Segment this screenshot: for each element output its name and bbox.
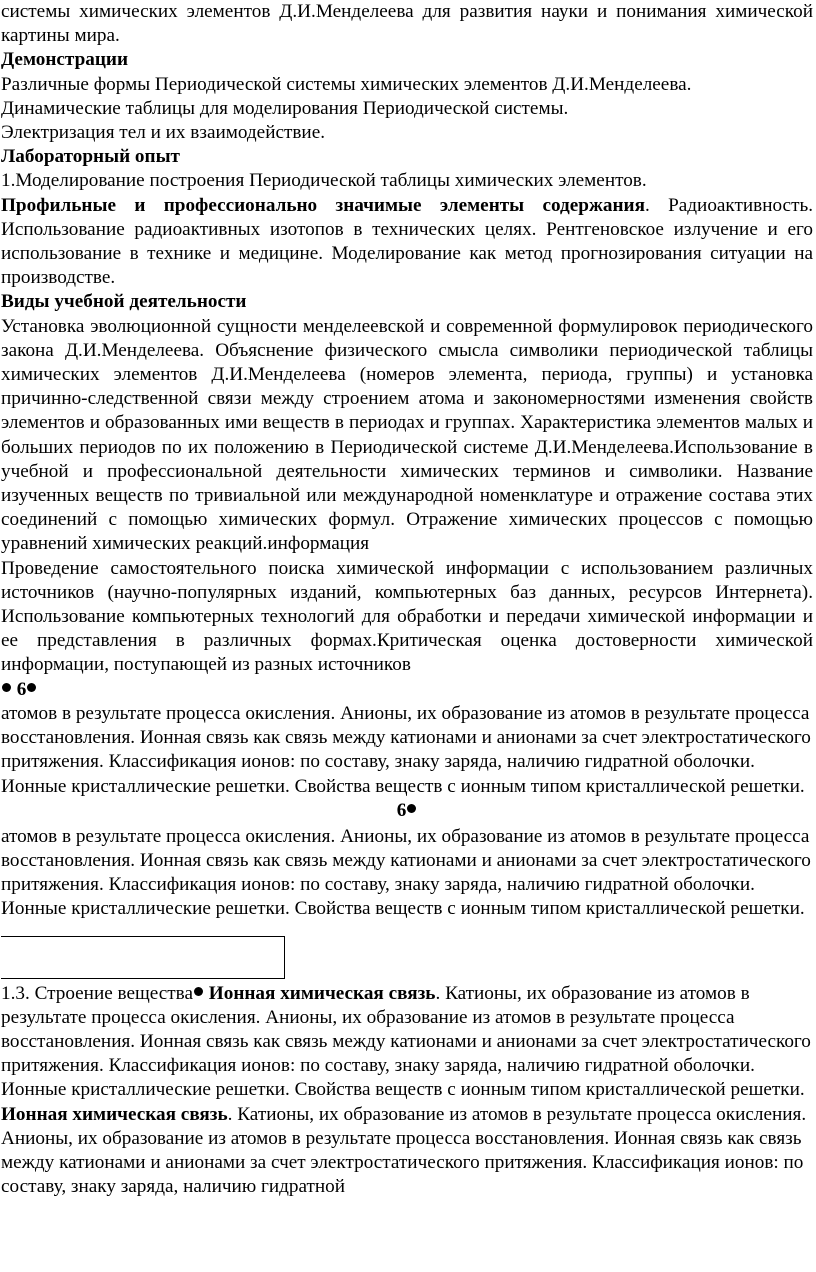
ionic-fragment-1: атомов в результате процесса окисления. Анионы, их образование из атомов в результате процесса восстановления. Ионная связь как связь между катионами и анионами за счет электростатического притяжения. Классификация ионов: по составу, знаку заряда, наличию гидратной оболочки. Ионные кристаллические решетки. Свойства веществ с ионным типом кристаллической решетки. xyxy=(1,702,811,797)
table-fragment xyxy=(1,922,813,982)
activities-paragraph-1: Установка эволюционной сущности менделеевской и современной формулировок периодического закона Д.И.Менделеева. Объяснение физического смысла символики периодической таблицы химических элементов Д.И.Менделеева (номеров элемента, периода, группы) и установка причинно-следственной связи между строением атома и закономерностями изменения свойств элементов и образованных ими веществ в периодах и группах. Характеристика элементов малых и больших периодов по их положению в Периодической системе Д.И.Менделеева.Использование в учебной и профессиональной деятельности химических терминов и символики. Название изученных веществ по тривиальной или международной номенклатуре и отражение состава этих соединений с помощью химических формул. Отражение химических процессов с помощью уравнений химических реакций.информация xyxy=(1,315,813,555)
marker-line-2 xyxy=(1,799,813,825)
lab-item: 1.Моделирование построения Периодической таблицы химических элементов. xyxy=(1,170,647,192)
table-border-bottom xyxy=(1,978,285,979)
profile-text: . Радиоактивность. Использование радиоактивных изотопов в технических целях. Рентгеновское излучение и его использование в технике и медицине. Моделирование как метод прогнозирования ситуации на производстве. xyxy=(1,194,813,289)
table-border-top xyxy=(1,936,285,937)
final-paragraph xyxy=(1,1103,813,1200)
final-bold: Ионная химическая связь xyxy=(1,1103,228,1125)
marker-line-1 xyxy=(1,678,813,702)
demos-heading: Демонстрации xyxy=(1,49,129,71)
intro-paragraph: системы химических элементов Д.И.Менделеева для развития науки и понимания химической картины мира. xyxy=(1,1,813,47)
table-border-right xyxy=(284,936,285,978)
marker-number-1: 6 xyxy=(16,678,27,700)
marker-number-2: 6 xyxy=(396,799,407,821)
activities-paragraph-2: Проведение самостоятельного поиска химической информации с использованием различных источников (научно-популярных изданий, компьютерных баз данных, ресурсов Интернета). Использование компьютерных технологий для обработки и передачи химической информации и ее представления в различных формах.Критическая оценка достоверности химической информации, поступающей из разных источников xyxy=(1,557,813,676)
demo-item-2: Динамические таблицы для моделирования Периодической системы. xyxy=(1,97,569,119)
demo-item-3: Электризация тел и их взаимодействие. xyxy=(1,122,326,144)
section-1-3-paragraph xyxy=(1,982,813,1103)
section-1-3-text: . Катионы, их образование из атомов в результате процесса окисления. Анионы, их образование из атомов в результате процесса восстановления. Ионная связь как связь между катионами и анионами за счет электростатического притяжения. Классификация ионов: по составу, знаку заряда, наличию гидратной оболочки. Ионные кристаллические решетки. Свойства веществ с ионным типом кристаллической решетки. xyxy=(1,982,811,1101)
profile-paragraph xyxy=(1,194,813,291)
profile-heading: Профильные и профессионально значимые элементы содержания xyxy=(1,194,645,216)
bullet-dot-icon xyxy=(2,683,11,692)
section-1-3-bold: Ионная химическая связь xyxy=(208,982,436,1004)
demo-item-1: Различные формы Периодической системы химических элементов Д.И.Менделеева. xyxy=(1,73,692,95)
lab-heading: Лабораторный опыт xyxy=(1,146,180,168)
ionic-fragment-2: атомов в результате процесса окисления. Анионы, их образование из атомов в результате процесса восстановления. Ионная связь как связь между катионами и анионами за счет электростатического притяжения. Классификация ионов: по составу, знаку заряда, наличию гидратной оболочки. Ионные кристаллические решетки. Свойства веществ с ионным типом кристаллической решетки. xyxy=(1,825,811,920)
activities-heading: Виды учебной деятельности xyxy=(1,291,247,313)
bullet-dot-icon xyxy=(27,683,36,692)
bullet-dot-icon xyxy=(407,804,416,813)
section-1-3-prefix: 1.3. Строение вещества xyxy=(1,982,193,1004)
final-text: . Катионы, их образование из атомов в результате процесса окисления. Анионы, их образование из атомов в результате процесса восстановления. Ионная связь как связь между катионами и анионами за счет электростатического притяжения. Классификация ионов: по составу, знаку заряда, наличию гидратной xyxy=(1,1103,807,1198)
bullet-dot-icon xyxy=(194,987,203,996)
